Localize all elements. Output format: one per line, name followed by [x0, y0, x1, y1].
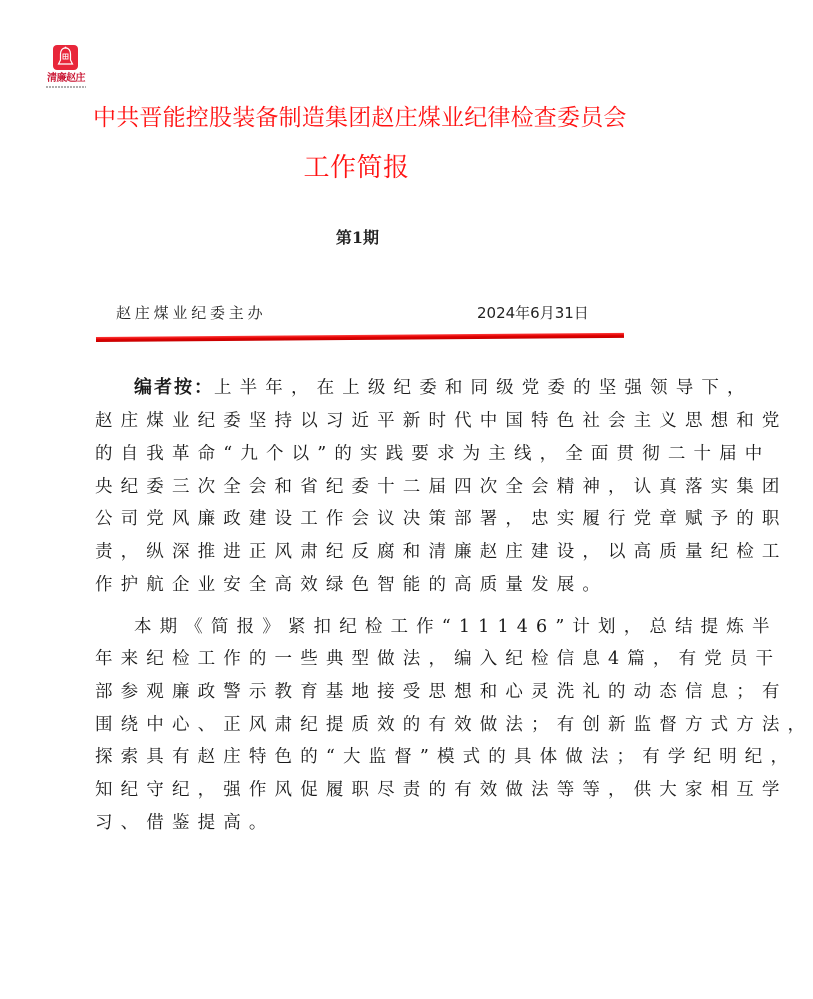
- paragraph-line: 习、借鉴提高。: [95, 813, 275, 833]
- logo-subtext: [46, 86, 86, 88]
- bell-emblem-icon: [53, 45, 78, 70]
- paragraph-line: 围绕中心、正风肃纪提质效的有效做法；有创新监督方式方法，: [95, 715, 813, 735]
- paragraph-line: 本期《简报》紧扣纪检工作“11146”计划，总结提炼半: [134, 617, 778, 637]
- paragraph-line: 央纪委三次全会和省纪委十二届四次全会精神，认真落实集团: [95, 477, 788, 497]
- logo: [44, 45, 88, 101]
- logo-name: 清廉赵庄: [47, 73, 85, 84]
- paragraph-line: 知纪守纪，强作风促履职尽责的有效做法等等，供大家相互学: [95, 780, 788, 800]
- paragraph-line: 公司党风廉政建设工作会议决策部署，忠实履行党章赋予的职: [95, 509, 788, 529]
- paragraph-line: [134, 377, 753, 399]
- paragraph-line: 责，纵深推进正风肃纪反腐和清廉赵庄建设，以高质量纪检工: [95, 542, 788, 562]
- paragraph-line: 年来纪检工作的一些典型做法，编入纪检信息4篇，有党员干: [95, 649, 782, 669]
- publish-date: 2024年6月31日: [477, 304, 589, 322]
- paragraph-line: 探索具有赵庄特色的“大监督”模式的具体做法；有学纪明纪，: [95, 747, 797, 767]
- document-subtitle: 工作简报: [303, 153, 410, 183]
- paragraph-line: 作护航企业安全高效绿色智能的高质量发展。: [95, 575, 608, 595]
- editor-note-lead: 编者按：: [134, 377, 214, 398]
- paragraph-line: 部参观廉政警示教育基地接受思想和心灵洗礼的动态信息；有: [95, 682, 788, 702]
- paragraph-line: 赵庄煤业纪委坚持以习近平新时代中国特色社会主义思想和党: [95, 411, 788, 431]
- paragraph-line-text: 上半年，在上级纪委和同级党委的坚强领导下，: [214, 378, 753, 398]
- publisher: 赵庄煤业纪委主办: [116, 304, 267, 322]
- issue-number: 第1期: [335, 228, 380, 247]
- paragraph-line: 的自我革命“九个以”的实践要求为主线，全面贯彻二十届中: [95, 444, 771, 464]
- header-divider: [96, 333, 624, 342]
- document-title: 中共晋能控股装备制造集团赵庄煤业纪律检查委员会: [93, 105, 627, 131]
